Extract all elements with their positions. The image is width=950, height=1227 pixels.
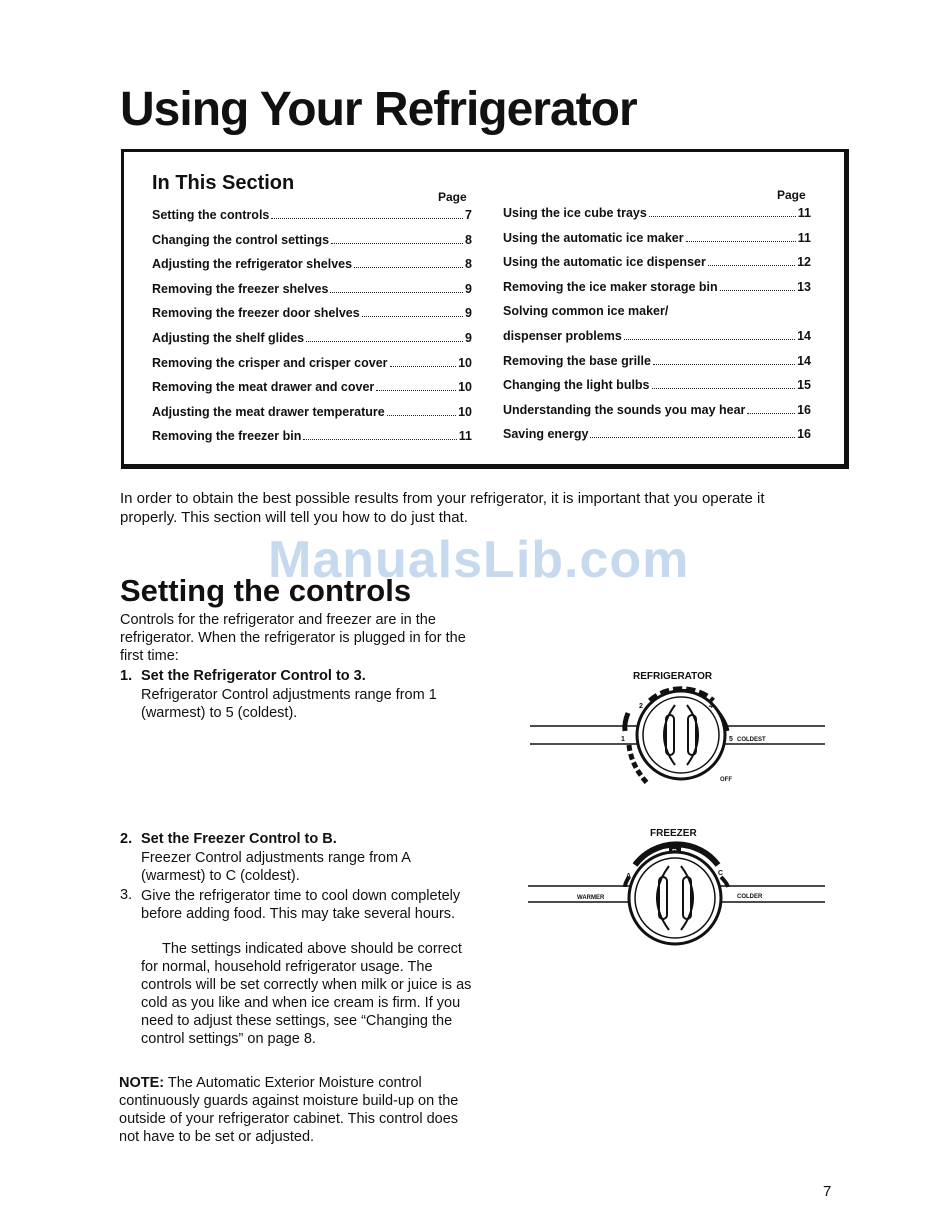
toc-entry-page: 14	[797, 353, 811, 368]
toc-entry-leader	[362, 316, 463, 317]
toc-entry	[152, 208, 472, 226]
toc-entry-leader	[354, 267, 463, 268]
freezer-left-label: WARMER	[577, 895, 605, 901]
note-paragraph	[119, 1074, 474, 1146]
toc-entry-page: 9	[465, 331, 472, 345]
freezer-mark-a: A	[626, 873, 632, 880]
toc-entry-page: 9	[465, 306, 472, 321]
toc-entry-page: 12	[797, 255, 811, 270]
toc-entry	[503, 403, 811, 421]
toc-entry-leader	[271, 218, 463, 219]
toc-entry-label: Changing the control settings	[152, 232, 330, 247]
dial-mark-5: 5	[729, 736, 733, 743]
dial-mark-2: 2	[639, 703, 643, 710]
step-3-followup: The settings indicated above should be correct for normal, household refrigerator usage. The controls will be set correctly when milk or juice is as cold as you like and when ice cream is firm. If you need to adjust these settings, see “Changing the control settings” on page 8.	[141, 941, 472, 1047]
intro-paragraph: In order to obtain the best possible results from your refrigerator, it is important that you operate it properly. This section will tell you how to do just that.	[120, 490, 765, 526]
toc-page-header-right: Page	[777, 188, 806, 202]
toc-entry-label: Removing the ice maker storage bin	[503, 279, 718, 294]
toc-entry-label: Adjusting the shelf glides	[152, 331, 305, 345]
toc-entry-page: 10	[458, 355, 472, 370]
toc-entry-leader	[747, 413, 795, 414]
page-number: 7	[823, 1183, 832, 1200]
freezer-knob-inner	[635, 858, 715, 938]
toc-entry-label: Removing the freezer shelves	[152, 281, 329, 296]
step-2-text: Freezer Control adjustments range from A (warmest) to C (coldest).	[141, 850, 411, 884]
note-label: NOTE:	[119, 1075, 165, 1091]
toc-entry-label: Using the ice cube trays	[503, 206, 647, 220]
toc-entry-leader	[387, 415, 456, 416]
toc-entry	[503, 378, 811, 396]
toc-entry	[503, 427, 811, 445]
toc-entry	[152, 405, 472, 423]
toc-entry-page: 11	[458, 429, 472, 444]
toc-entry	[503, 329, 811, 347]
toc-entry	[152, 282, 472, 300]
step-2-number: 2.	[120, 831, 133, 847]
toc-entry-page: 14	[797, 329, 811, 343]
toc-entry	[152, 380, 472, 398]
dial-right-label: COLDEST	[737, 737, 766, 743]
toc-entry-page: 15	[797, 378, 811, 393]
toc-entry	[152, 233, 472, 251]
toc-entry-leader	[303, 439, 456, 440]
step-3-number: 3.	[120, 887, 133, 903]
section-lead: Controls for the refrigerator and freezer are in the refrigerator. When the refrigerator is plugged in for the first time:	[120, 612, 466, 664]
toc-entry-label: Removing the base grille	[503, 353, 651, 368]
page-title: Using Your Refrigerator	[120, 83, 637, 136]
dial-mark-1: 1	[621, 736, 625, 743]
toc-entry-leader	[649, 216, 796, 217]
toc-entry-leader	[720, 290, 795, 291]
toc-entry	[503, 304, 811, 322]
toc-entry	[152, 429, 472, 447]
freezer-dial	[525, 823, 830, 953]
section-title: Setting the controls	[120, 573, 412, 608]
toc-entry-label: Removing the freezer door shelves	[152, 306, 360, 321]
toc-entry-page: 16	[797, 402, 811, 417]
toc-entry-leader	[390, 366, 457, 367]
step-1-text: Refrigerator Control adjustments range from 1 (warmest) to 5 (coldest).	[141, 687, 437, 721]
toc-entry-label: Using the automatic ice dispenser	[503, 255, 706, 270]
toc-entry-leader	[686, 241, 796, 242]
toc-entry	[503, 280, 811, 298]
toc-entry	[503, 206, 811, 224]
toc-entry-label: Removing the crisper and crisper cover	[152, 355, 388, 370]
toc-entry-leader	[330, 292, 463, 293]
toc-entry-label: Understanding the sounds you may hear	[503, 402, 746, 417]
toc-entry-page: 11	[797, 230, 811, 245]
freezer-dial-label: FREEZER	[650, 828, 697, 839]
toc-entry-page: 11	[797, 206, 811, 220]
toc-entry-page: 10	[458, 380, 472, 395]
step-3-text: Give the refrigerator time to cool down completely before adding food. This may take several hours.	[141, 888, 461, 922]
toc-entry	[152, 356, 472, 374]
toc-entry-page: 13	[797, 279, 811, 294]
freezer-mark-c: C	[718, 870, 724, 877]
refrigerator-dial-label: REFRIGERATOR	[633, 671, 713, 682]
toc-page-header-left: Page	[438, 190, 467, 204]
toc-entry-leader	[708, 265, 795, 266]
toc-entry-label: Removing the meat drawer and cover	[152, 380, 375, 395]
toc-entry	[503, 231, 811, 249]
toc-entry	[503, 354, 811, 372]
step-1-heading: Set the Refrigerator Control to 3.	[141, 668, 366, 684]
toc-entry-leader	[590, 437, 795, 438]
toc-entry	[503, 255, 811, 273]
watermark: ManualsLib.com	[268, 531, 690, 589]
step-2-heading: Set the Freezer Control to B.	[141, 831, 337, 847]
toc-entry-page: 8	[465, 257, 472, 272]
toc-entry-label: Adjusting the refrigerator shelves	[152, 257, 353, 272]
toc-entry-page: 7	[465, 208, 472, 222]
toc-entry-label: Setting the controls	[152, 208, 270, 222]
toc-entry-label: Removing the freezer bin	[152, 429, 302, 444]
toc-entry-label: Changing the light bulbs	[503, 378, 650, 393]
freezer-right-label: COLDER	[737, 894, 763, 900]
toc-entry-label: Saving energy	[503, 427, 589, 442]
refrigerator-dial	[525, 665, 830, 795]
toc-entry-label: Using the automatic ice maker	[503, 230, 684, 245]
dial-knob-inner	[643, 697, 719, 773]
toc-entry	[152, 306, 472, 324]
toc-entry-leader	[653, 364, 795, 365]
toc-entry-page: 10	[458, 404, 472, 419]
toc-heading: In This Section	[152, 172, 295, 194]
toc-entry-leader	[652, 388, 796, 389]
toc-entry-label: Adjusting the meat drawer temperature	[152, 404, 385, 419]
dial-arc-left	[625, 713, 628, 731]
toc-entry-leader	[306, 341, 463, 342]
toc-entry-leader	[331, 243, 463, 244]
toc-entry	[152, 257, 472, 275]
dial-off-label: OFF	[720, 777, 732, 783]
note-text: The Automatic Exterior Moisture control continuously guards against moisture build-up on the outside of your refrigerator cabinet. This control does not have to be set or adjusted.	[119, 1075, 459, 1145]
toc-entry-page: 16	[797, 427, 811, 442]
toc-entry-page: 8	[465, 232, 472, 247]
toc-entry-page: 9	[465, 281, 472, 296]
toc-entry	[152, 331, 472, 349]
step-1-number: 1.	[120, 668, 133, 684]
dial-mark-4: 4	[709, 703, 713, 710]
toc-entry-leader	[376, 390, 456, 391]
toc-entry-leader	[624, 339, 795, 340]
toc-entry-label: Solving common ice maker/	[503, 304, 669, 319]
toc-entry-label: dispenser problems	[503, 329, 622, 343]
